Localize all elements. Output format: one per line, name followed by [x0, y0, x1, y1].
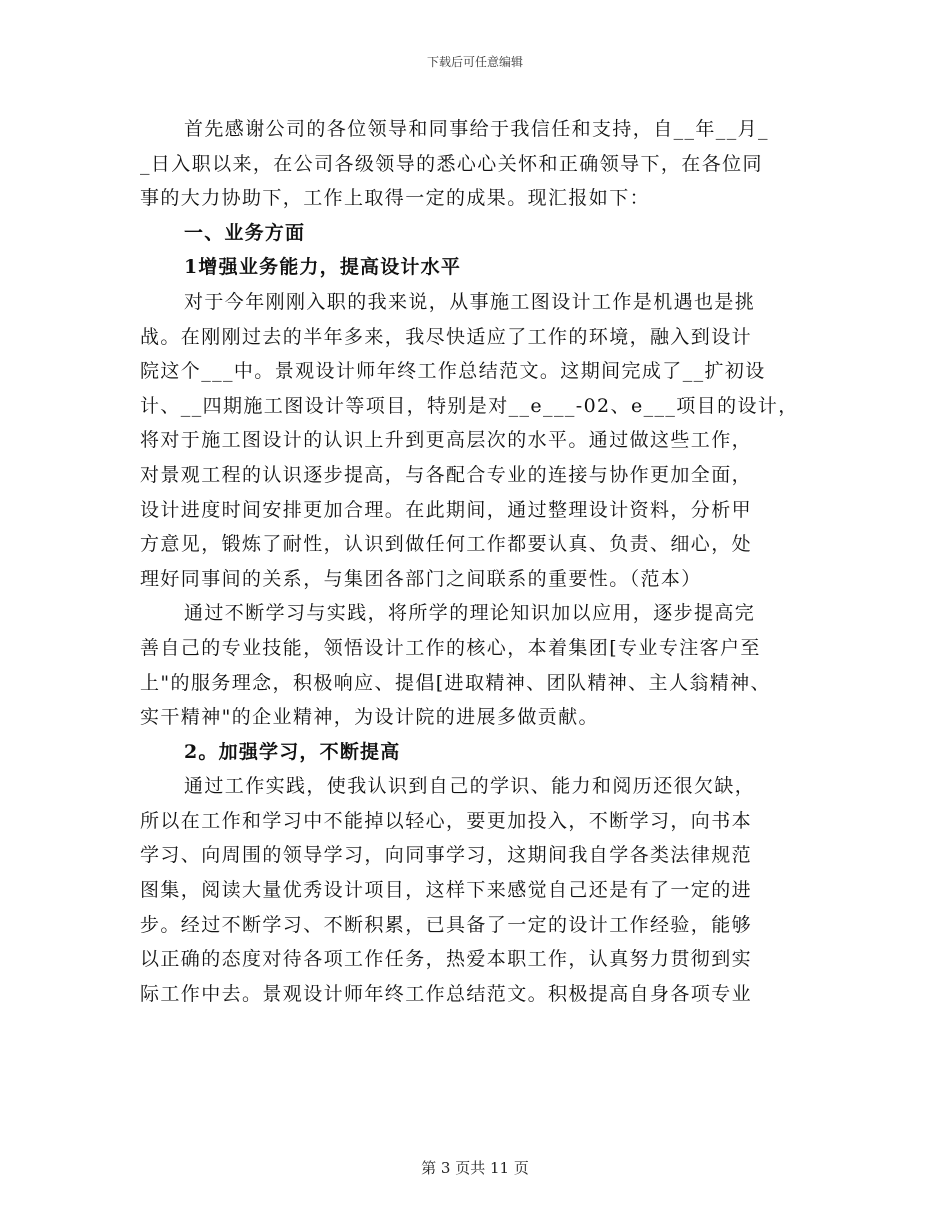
paragraph-line: 方意见，锻炼了耐性，认识到做任何工作都要认真、负责、细心，处: [140, 533, 753, 556]
paragraph-line: 将对于施工图设计的认识上升到更高层次的水平。通过做这些工作，: [140, 429, 753, 452]
paragraph-line: 通过工作实践，使我认识到自己的学识、能力和阅历还很欠缺，: [184, 775, 756, 798]
paragraph-line: 善自己的专业技能，领悟设计工作的核心，本着集团[专业专注客户至: [140, 636, 761, 659]
paragraph-line: 图集，阅读大量优秀设计项目，这样下来感觉自己还是有了一定的进: [140, 879, 753, 902]
paragraph-line: 计、__四期施工图设计等项目，特别是对__e___-02、e___项目的设计，: [140, 394, 799, 417]
paragraph-line: 设计进度时间安排更加合理。在此期间，通过整理设计资料，分析甲: [140, 498, 753, 521]
paragraph-line: 学习、向周围的领导学习，向同事学习，这期间我自学各类法律规范: [140, 844, 753, 867]
page-footer: 第 3 页共 11 页: [421, 1159, 529, 1177]
paragraph-line: 战。在刚刚过去的半年多来，我尽快适应了工作的环境，融入到设计: [140, 325, 753, 348]
paragraph-line: 理好同事间的关系，与集团各部门之间联系的重要性。（范本）: [140, 567, 702, 590]
section-heading: 2。加强学习，不断提高: [184, 740, 401, 763]
paragraph-line: 通过不断学习与实践，将所学的理论知识加以应用，逐步提高完: [184, 602, 756, 625]
paragraph-line: 以正确的态度对待各项工作任务，热爱本职工作，认真努力贯彻到实: [140, 948, 753, 971]
paragraph-line: 事的大力协助下，工作上取得一定的成果。现汇报如下：: [140, 187, 651, 210]
paragraph-line: 首先感谢公司的各位领导和同事给于我信任和支持，自__年__月_: [184, 118, 769, 140]
section-heading: 1增强业务能力，提高设计水平: [184, 256, 462, 279]
paragraph-line: 对于今年刚刚入职的我来说，从事施工图设计工作是机遇也是挑: [184, 290, 756, 313]
body-text: [140, 112, 830, 1011]
paragraph-line: 际工作中去。景观设计师年终工作总结范文。积极提高自身各项专业: [140, 982, 753, 1005]
paragraph-line: 上"的服务理念，积极响应、提倡[进取精神、团队精神、主人翁精神、: [140, 671, 771, 694]
paragraph-line: 所以在工作和学习中不能掉以轻心，要更加投入，不断学习，向书本: [140, 809, 753, 832]
page-header: 下载后可任意编辑: [426, 55, 523, 69]
paragraph-line: 实干精神"的企业精神，为设计院的进展多做贡献。: [140, 706, 599, 729]
paragraph-line: 步。经过不断学习、不断积累，已具备了一定的设计工作经验，能够: [140, 913, 753, 936]
paragraph-line: 对景观工程的认识逐步提高，与各配合专业的连接与协作更加全面，: [140, 463, 753, 486]
paragraph-line: 院这个___中。景观设计师年终工作总结范文。这期间完成了__扩初设: [140, 360, 766, 383]
section-heading: 一、业务方面: [184, 221, 306, 244]
paragraph-line: _日入职以来，在公司各级领导的悉心心关怀和正确领导下，在各位同: [140, 152, 763, 175]
